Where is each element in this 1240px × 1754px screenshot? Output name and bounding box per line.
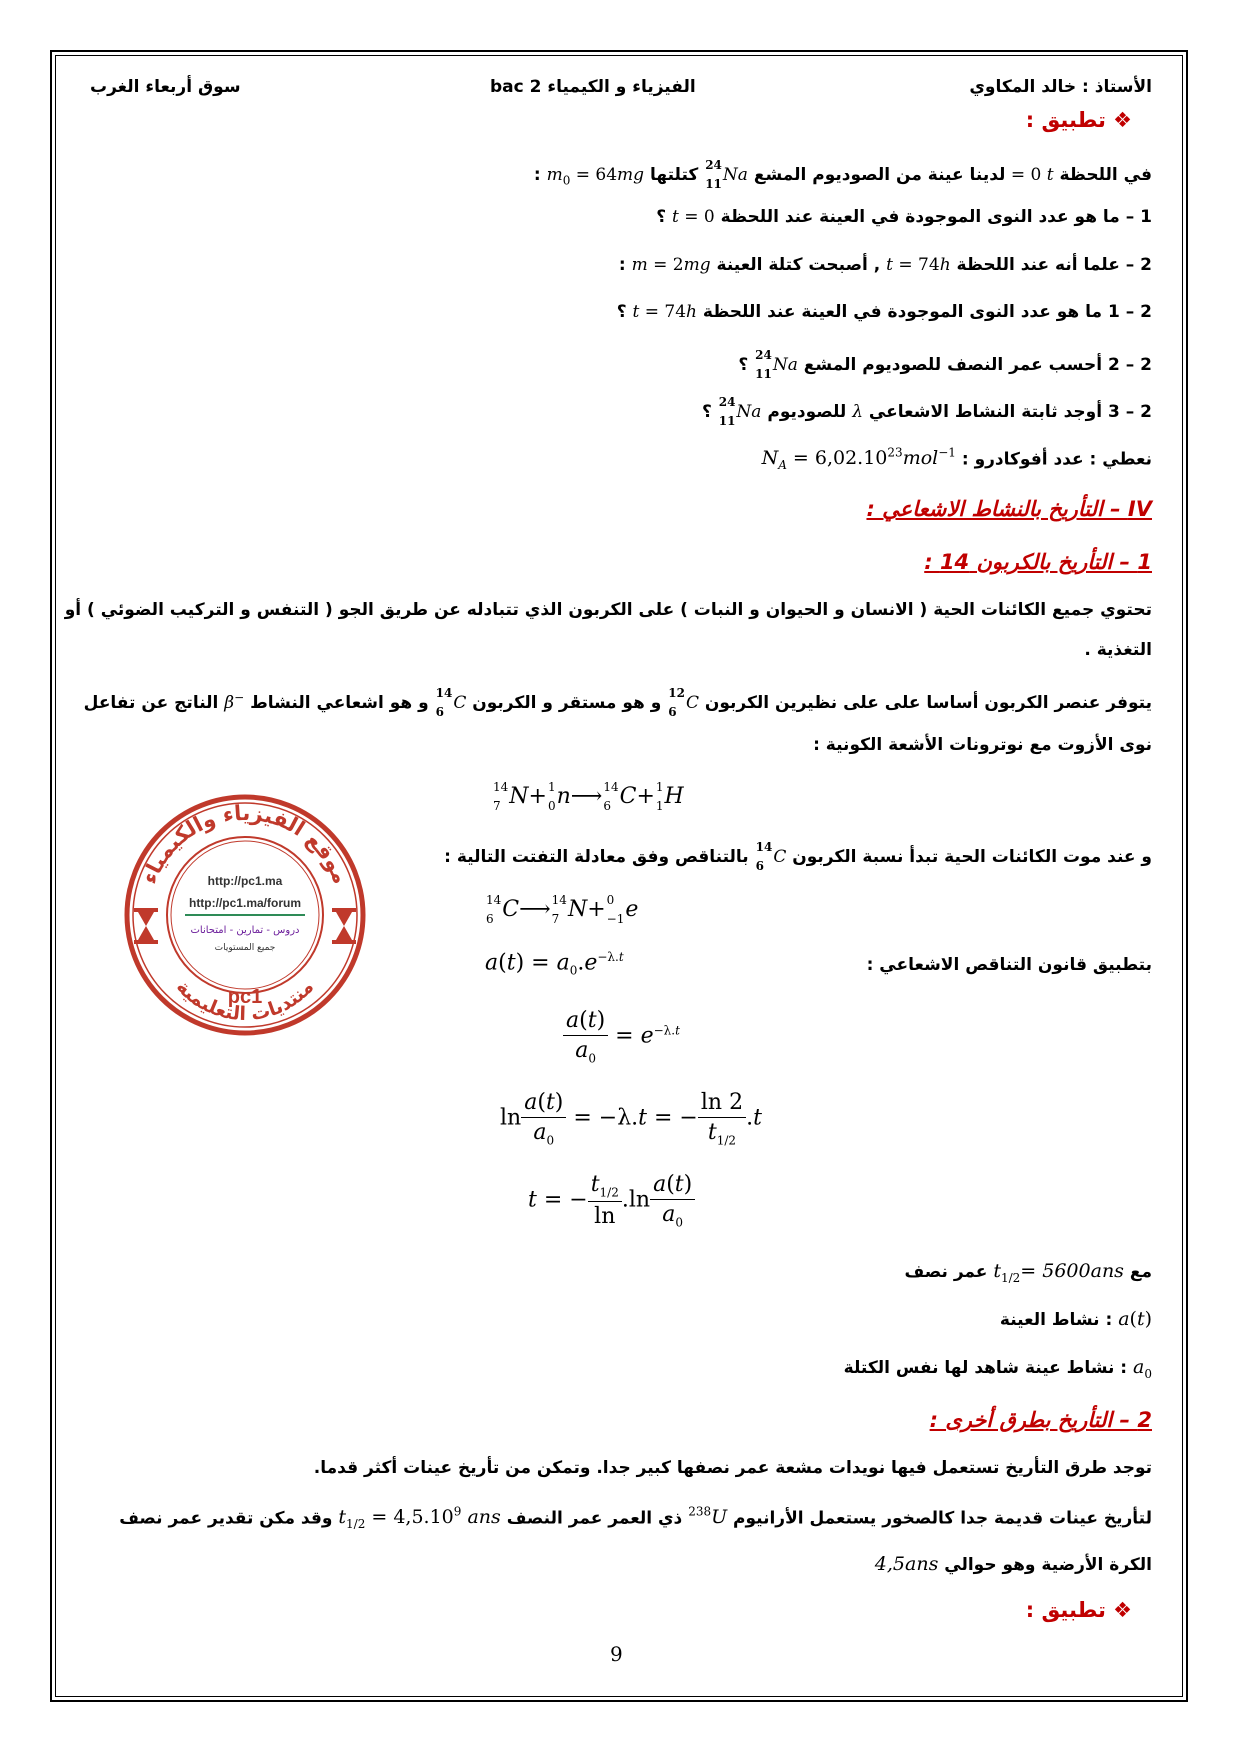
question-2-3: 2 – 3 أوجد ثابتة النشاط الاشعاعي λ للصوديوم $^{24}$ $_{11}$Na ؟ (701, 395, 1152, 428)
star-bullet-icon: ❖ (1113, 108, 1132, 132)
witness-activity-definition: $a_0$ : نشاط عينة شاهد لها نفس الكتلة (843, 1356, 1152, 1381)
subsection-2-paragraph-2: لتأريخ عينات قديمة جدا كالصخور يستعمل الأرانيوم $^{238}$U ذي العمر عمر النصف $t_{1/2} = 4,5.10^9$ ans وقد مكن تقدير عمر نصف (119, 1505, 1152, 1532)
star-bullet-icon: ❖ (1113, 1598, 1132, 1622)
equation-carbon-decay: $^{14}$ $_6$ C⟶$^{14}$ $_7$ N+$^0$ $_{-1}$e (486, 893, 639, 926)
hourglass-left-icon (134, 908, 158, 944)
stamp-line-4: جميع المستويات (214, 943, 276, 953)
subsection-2-paragraph-1: توجد طرق التأريخ تستعمل فيها نويدات مشعة عمر نصفها كبير جدا. وتمكن من تأريخ عينات أكثر قدما. (313, 1458, 1152, 1478)
equation-age: t = − $\frac{t_{1/2}}{\ln}$ .ln $\frac{a(t)}{a_0}$ (528, 1172, 695, 1229)
question-1: 1 – ما هو عدد النوى الموجودة في العينة عند اللحظة t = 0 ؟ (656, 207, 1152, 227)
decay-law-label: بتطبيق قانون التناقص الاشعاعي : (866, 955, 1152, 975)
header-teacher: الأستاذ : خالد المكاوي (969, 77, 1152, 97)
application-2-title: ❖ تطبيق : (1025, 1598, 1132, 1622)
paragraph-3: و عند موت الكائنات الحية تبدأ نسبة الكربون $^{14}$ $_6$ C بالتناقص وفق معادلة التفتت التالية : (444, 840, 1152, 873)
subsection-2-paragraph-3: الكرة الأرضية وهو حوالي 4,5ans (874, 1553, 1152, 1575)
subsection-2-title: 2 – التأريخ بطرق أخرى : (929, 1408, 1152, 1432)
stamp-brand: pc1 (227, 986, 263, 1008)
question-2-1: 2 – 1 ما هو عدد النوى الموجودة في العينة عند اللحظة t = 74h ؟ (616, 302, 1152, 322)
paragraph-1-line-1: تحتوي جميع الكائنات الحية ( الانسان و الحيوان و النبات ) على الكربون الذي تتبادله عن طريق الجو ( التنفس و التركيب الضوئي ) أو (64, 600, 1152, 620)
given-avogadro: نعطي : عدد أفوكادرو : $N_A = 6,02.10^{23}mol^{-1}$ (761, 446, 1152, 473)
equation-ratio: $\frac{a(t)}{a_0}$ = $e^{-\lambda.t}$ (563, 1008, 680, 1065)
application-title: ❖ تطبيق : (1025, 108, 1132, 132)
stamp-line-3: دروس - تمارين - امتحانات (190, 925, 300, 936)
section-iv-title: IV – التأريخ بالنشاط الاشعاعي : (866, 497, 1152, 521)
paragraph-2-line-1: يتوفر عنصر الكربون أساسا على على نظيرين الكربون $^{12}$ $_6$ C و هو مستقر و الكربون $^{14}$ $_6$ C و هو اشعاعي النشاط β− الناتج عن تفاعل (83, 686, 1152, 719)
activity-definition: a(t) : نشاط العينة (999, 1308, 1152, 1330)
equation-decay-law: $a(t) = a_0.e^{-\lambda.t}$ (485, 950, 624, 978)
equation-log: ln $\frac{a(t)}{a_0}$ = −λ.t = − $\frac{\ln 2}{t_{1/2}}$ .t (500, 1090, 762, 1148)
paragraph-2-line-2: نوى الأزوت مع نوترونات الأشعة الكونية : (813, 735, 1152, 755)
site-stamp-seal (120, 790, 370, 1040)
application-intro: في اللحظة t = 0 لدينا عينة من الصوديوم المشع $^{24}$ $_{11}$Na كتلتها $m_0 = 64mg$ : (533, 158, 1152, 191)
stamp-bottom-text: منتديات التعليمية (171, 975, 319, 1026)
header-subject: الفيزياء و الكيمياء 2 bac (490, 77, 696, 97)
stamp-url-2: http://pc1.ma/forum (188, 896, 302, 910)
header-location: سوق أربعاء الغرب (90, 77, 241, 97)
page-number: 9 (610, 1642, 623, 1666)
question-2: 2 – علما أنه عند اللحظة t = 74h , أصبحت كتلة العينة m = 2mg : (618, 255, 1152, 275)
paragraph-1-line-2: التغذية . (1084, 640, 1152, 660)
subsection-1-title: 1 – التأريخ بالكربون 14 : (924, 550, 1152, 574)
hourglass-right-icon (332, 908, 356, 944)
stamp-top-text: موقع الفيزياء والكيمياء (136, 800, 354, 888)
equation-nitrogen-capture: $^{14}$ $_7$ N+$^1$ $_0$n⟶$^{14}$ $_6$ C+$^1$ $_1$H (493, 780, 684, 813)
stamp-url-1: http://pc1.ma (207, 874, 283, 888)
question-2-2: 2 – 2 أحسب عمر النصف للصوديوم المشع $^{24}$ $_{11}$Na ؟ (738, 348, 1152, 381)
half-life-definition: مع $t_{1/2}= 5600ans$ عمر نصف (904, 1260, 1152, 1285)
